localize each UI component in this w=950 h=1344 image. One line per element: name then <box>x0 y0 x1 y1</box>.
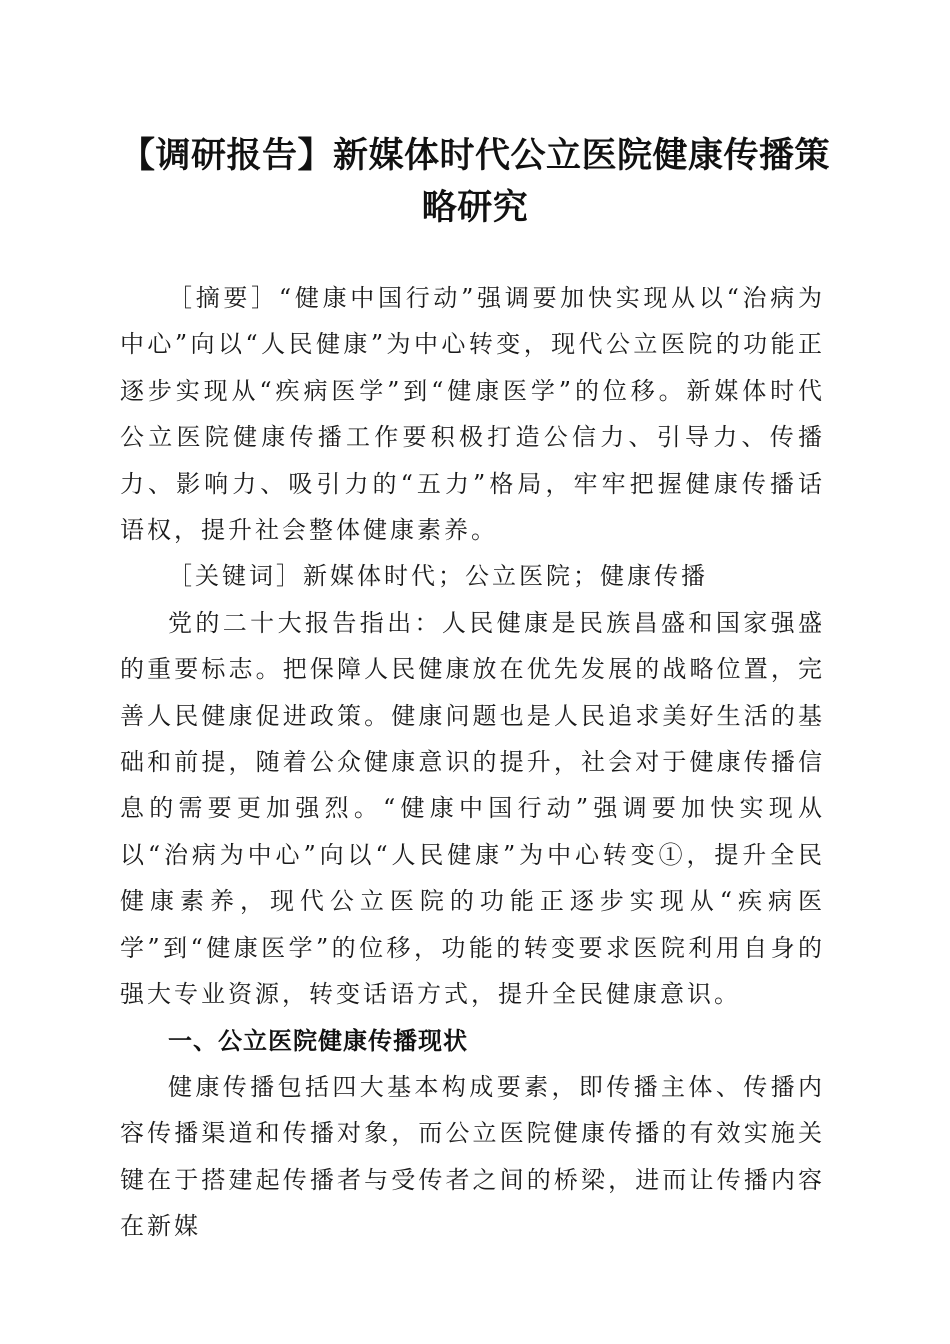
abstract-paragraph: ［摘要］“健康中国行动”强调要加快实现从以“治病为中心”向以“人民健康”为中心转变，现代公立医院的功能正逐步实现从“疾病医学”到“健康医学”的位移。新媒体时代公立医院健康传播工作要积极打造公信力、引导力、传播力、影响力、吸引力的“五力”格局，牢牢把握健康传播话语权，提升社会整体健康素养。 <box>120 284 825 545</box>
document-body <box>120 275 825 1250</box>
keywords-paragraph: ［关键词］新媒体时代；公立医院；健康传播 <box>168 562 708 591</box>
intro-paragraph: 党的二十大报告指出：人民健康是民族昌盛和国家强盛的重要标志。把保障人民健康放在优先发展的战略位置，完善人民健康促进政策。健康问题也是人民追求美好生活的基础和前提，随着公众健康意识的提升，社会对于健康传播信息的需要更加强烈。“健康中国行动”强调要加快实现从以“治病为中心”向以“人民健康”为中心转变①，提升全民健康素养，现代公立医院的功能正逐步实现从“疾病医学”到“健康医学”的位移，功能的转变要求医院利用自身的强大专业资源，转变话语方式，提升全民健康意识。 <box>120 608 825 1009</box>
section-paragraph: 健康传播包括四大基本构成要素，即传播主体、传播内容传播渠道和传播对象，而公立医院健康传播的有效实施关键在于搭建起传播者与受传者之间的桥梁，进而让传播内容在新媒 <box>120 1072 825 1241</box>
section-heading: 一、公立医院健康传播现状 <box>168 1026 468 1055</box>
document-title: 【调研报告】新媒体时代公立医院健康传播策略研究 <box>119 136 830 228</box>
